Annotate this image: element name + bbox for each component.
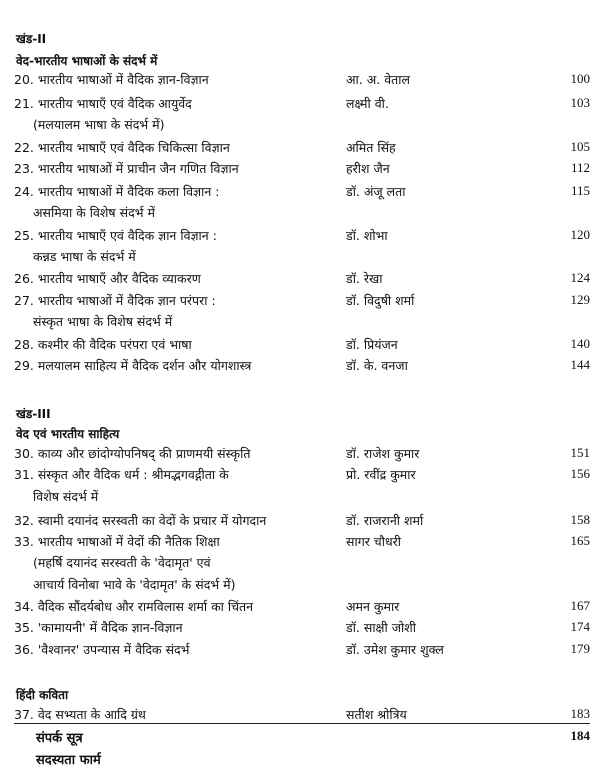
toc-entry-continuation: विशेष संदर्भ में <box>33 489 99 504</box>
toc-entry-title: 21. भारतीय भाषाएँ एवं वैदिक आयुर्वेद <box>14 96 192 111</box>
toc-entry-author: प्रो. रवींद्र कुमार <box>346 467 416 482</box>
section-2-label: खंड-II <box>16 32 47 46</box>
toc-entry-page: 100 <box>570 71 590 86</box>
toc-entry-page: 144 <box>570 357 590 372</box>
toc-entry-title: 34. वैदिक सौंदर्यबोध और रामविलास शर्मा का चिंतन <box>14 599 254 614</box>
toc-entry-author: डॉ. विदुषी शर्मा <box>346 293 415 308</box>
toc-entry-page: 151 <box>570 445 590 460</box>
toc-entry-author: डॉ. के. वनजा <box>346 358 408 373</box>
toc-entry-author: लक्ष्मी वी. <box>346 96 389 111</box>
toc-entry-author: अमित सिंह <box>346 140 396 155</box>
toc-entry-continuation: कन्नड भाषा के संदर्भ में <box>33 249 136 264</box>
toc-entry-title: 20. भारतीय भाषाओं में वैदिक ज्ञान-विज्ञान <box>14 72 209 87</box>
toc-entry-page: 115 <box>570 183 590 198</box>
toc-entry-title: 25. भारतीय भाषाएँ एवं वैदिक ज्ञान विज्ञान : <box>14 228 217 243</box>
toc-entry-author: डॉ. राजेश कुमार <box>346 446 420 461</box>
toc-entry-continuation: असमिया के विशेष संदर्भ में <box>33 205 155 220</box>
toc-entry-page: 174 <box>570 619 590 634</box>
toc-entry-continuation: आचार्य विनोबा भावे के 'वेदामृत' के संदर्भ में) <box>33 577 236 592</box>
contact-label: संपर्क सूत्र <box>36 731 83 746</box>
section-3-label: खंड-III <box>16 407 51 421</box>
toc-entry-title: 37. वेद सभ्यता के आदि ग्रंथ <box>14 707 146 722</box>
toc-entry-continuation: (मलयालम भाषा के संदर्भ में) <box>33 117 165 132</box>
toc-entry-continuation: (महर्षि दयानंद सरस्वती के 'वेदामृत' एवं <box>33 555 211 570</box>
toc-entry-title: 30. काव्य और छांदोग्योपनिषद् की प्राणमयी संस्कृति <box>14 446 251 461</box>
toc-entry-author: डॉ. प्रियंजन <box>346 337 398 352</box>
divider <box>14 723 590 724</box>
toc-entry-author: आ. अ. वेताल <box>346 72 411 87</box>
toc-entry-page: 129 <box>570 292 590 307</box>
toc-entry-author: हरीश जैन <box>346 161 390 176</box>
toc-entry-continuation: संस्कृत भाषा के विशेष संदर्भ में <box>33 314 173 329</box>
toc-entry-title: 22. भारतीय भाषाएँ एवं वैदिक चिकित्सा विज्ञान <box>14 140 230 155</box>
toc-entry-title: 28. कश्मीर की वैदिक परंपरा एवं भाषा <box>14 337 192 352</box>
toc-entry-page: 156 <box>570 466 590 481</box>
toc-entry-author: डॉ. उमेश कुमार शुक्ल <box>346 642 444 657</box>
toc-entry-author: डॉ. राजरानी शर्मा <box>346 513 424 528</box>
toc-entry-title: 31. संस्कृत और वैदिक धर्म : श्रीमद्भगवद्गीता के <box>14 467 229 482</box>
poetry-heading: हिंदी कविता <box>16 688 69 702</box>
toc-entry-page: 105 <box>570 139 590 154</box>
toc-entry-title: 32. स्वामी दयानंद सरस्वती का वेदों के प्रचार में योगदान <box>14 513 267 528</box>
toc-entry-page: 183 <box>570 706 590 721</box>
section-2-heading: वेद-भारतीय भाषाओं के संदर्भ में <box>16 54 158 68</box>
toc-entry-page: 112 <box>570 160 590 175</box>
toc-entry-page: 140 <box>570 336 590 351</box>
toc-entry-title: 33. भारतीय भाषाओं में वेदों की नैतिक शिक्षा <box>14 534 220 549</box>
toc-entry-title: 27. भारतीय भाषाओं में वैदिक ज्ञान परंपरा : <box>14 293 216 308</box>
toc-entry-title: 26. भारतीय भाषाएँ और वैदिक व्याकरण <box>14 271 201 286</box>
toc-entry-title: 36. 'वैश्वानर' उपन्यास में वैदिक संदर्भ <box>14 642 190 657</box>
toc-entry-author: डॉ. साक्षी जोशी <box>346 620 416 635</box>
toc-entry-title: 35. 'कामायनी' में वैदिक ज्ञान-विज्ञान <box>14 620 183 635</box>
toc-entry-author: डॉ. शोभा <box>346 228 388 243</box>
toc-entry-author: सागर चौधरी <box>346 534 402 549</box>
toc-entry-author: सतीश श्रोत्रिय <box>346 707 407 722</box>
toc-entry-title: 24. भारतीय भाषाओं में वैदिक कला विज्ञान : <box>14 184 220 199</box>
toc-entry-page: 103 <box>570 95 590 110</box>
membership-label: सदस्यता फार्म <box>36 753 101 768</box>
toc-entry-page: 120 <box>570 227 590 242</box>
toc-entry-page: 165 <box>570 533 590 548</box>
toc-entry-title: 23. भारतीय भाषाओं में प्राचीन जैन गणित विज्ञान <box>14 161 239 176</box>
toc-entry-author: अमन कुमार <box>346 599 400 614</box>
toc-entry-page: 124 <box>570 270 590 285</box>
toc-entry-author: डॉ. अंजू लता <box>346 184 406 199</box>
toc-entry-page: 179 <box>570 641 590 656</box>
toc-entry-title: 29. मलयालम साहित्य में वैदिक दर्शन और योगशास्त्र <box>14 358 252 373</box>
toc-entry-page: 167 <box>570 598 590 613</box>
toc-entry-page: 158 <box>570 512 590 527</box>
toc-entry-author: डॉ. रेखा <box>346 271 383 286</box>
contact-page: 184 <box>570 728 590 743</box>
section-3-heading: वेद एवं भारतीय साहित्य <box>16 427 120 441</box>
